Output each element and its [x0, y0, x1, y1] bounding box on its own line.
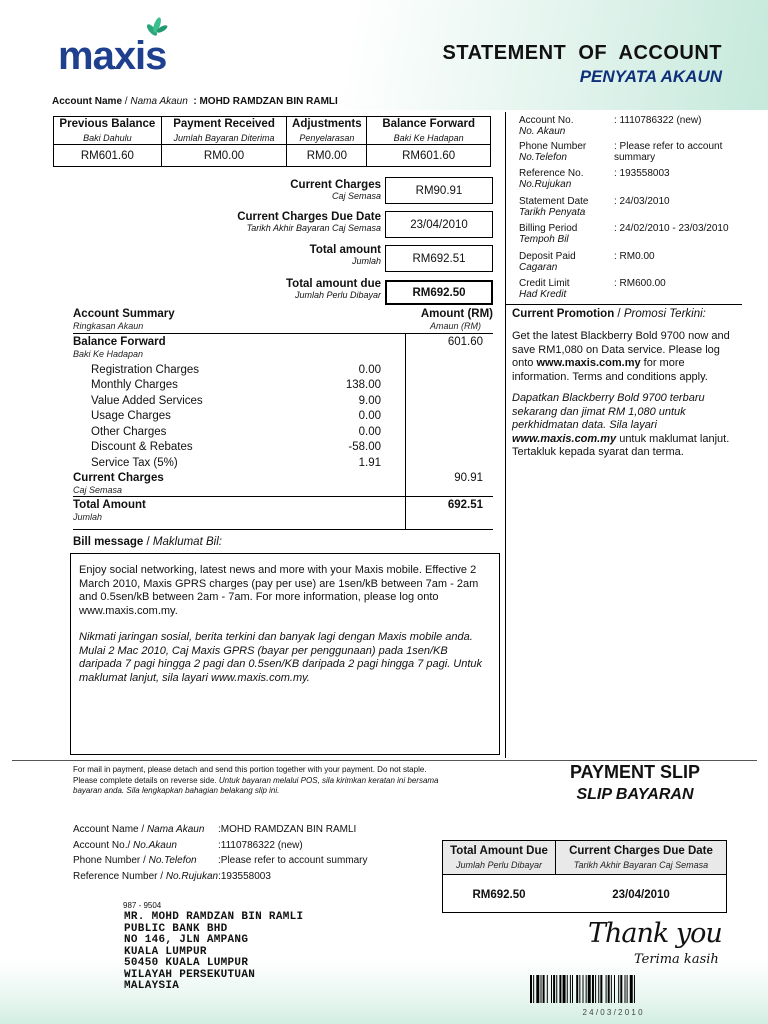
col-balance-forward-malay: Baki Ke Hadapan	[367, 132, 491, 145]
barcode-bar	[559, 975, 561, 1003]
barcode-bar	[583, 975, 584, 1003]
previous-balance-value: RM601.60	[54, 145, 162, 167]
thank-you-text-malay: Terima kasih	[634, 952, 719, 967]
slip-due-value: 23/04/2010	[612, 889, 670, 901]
barcode-bar	[547, 975, 548, 1003]
mail-code: 987 - 9504	[123, 901, 162, 910]
barcode-bar	[630, 975, 633, 1003]
account-name-line: Account Name / Nama Akaun : MOHD RAMDZAN BIN RAMLI	[52, 96, 338, 107]
slip-total-label-malay: Jumlah Perlu Dibayar	[455, 860, 543, 870]
account-name-value: : MOHD RAMDZAN BIN RAMLI	[193, 96, 338, 107]
account-name-label: Account Name	[52, 96, 123, 107]
barcode-bar	[553, 975, 555, 1003]
barcode-bar	[576, 975, 578, 1003]
slip-account-info: Account Name / Nama Akaun :MOHD RAMDZAN BIN RAMLI Account No./ No.Akaun :1110786322 (new) Phone Number / No.Telefon :Please refer to account summary Reference Number / No.Rujukan:193558003	[73, 824, 368, 882]
barcode-bar	[586, 975, 587, 1003]
balance-forward-value: RM601.60	[367, 145, 491, 167]
current-charges-label: Current Charges Caj Semasa	[290, 179, 381, 201]
summary-total-label-malay: Jumlah	[73, 512, 103, 522]
statement-title: STATEMENT OF ACCOUNT	[442, 42, 722, 64]
summary-item-label: Other Charges	[91, 426, 167, 438]
bill-message-english: Enjoy social networking, latest news and more with your Maxis mobile. Effective 2 March 2010, Maxis GPRS charges (pay per use) are 1sen/kB between 7am - 2am and 0.5sen/kB between 2am - 7am. For more information, please log onto www.maxis.com.my.	[79, 564, 479, 617]
slip-total-value: RM692.50	[472, 889, 526, 901]
summary-header: Account Summary	[73, 308, 175, 320]
maxis-logo: maxis	[58, 34, 167, 78]
summary-current-charges-label: Current Charges	[73, 472, 164, 484]
barcode-bar	[620, 975, 622, 1003]
summary-item-label: Value Added Services	[91, 395, 203, 407]
bill-message-title: Bill message / Maklumat Bil:	[73, 536, 222, 548]
col-payment-received-malay: Jumlah Bayaran Diterima	[161, 132, 287, 145]
summary-top-divider	[506, 304, 742, 305]
barcode-bar	[572, 975, 573, 1003]
detach-line	[12, 760, 757, 761]
statement-title-malay: PENYATA AKAUN	[579, 67, 722, 86]
adjustments-value: RM0.00	[287, 145, 367, 167]
summary-item-value: 1.91	[358, 457, 381, 469]
bill-message-box	[70, 553, 500, 755]
barcode-bar	[536, 975, 539, 1003]
summary-balance-forward-label-malay: Baki Ke Hadapan	[73, 349, 144, 359]
total-due-value: RM692.50	[385, 280, 493, 305]
col-adjustments-malay: Penyelarasan	[287, 132, 367, 145]
account-summary	[73, 308, 493, 530]
promotion-link[interactable]: www.maxis.com.my	[536, 357, 641, 369]
barcode-bar	[618, 975, 619, 1003]
promotion-title-malay: Promosi Terkini:	[623, 308, 706, 320]
barcode-bar	[570, 975, 571, 1003]
barcode-bar	[600, 975, 602, 1003]
col-previous-balance-malay: Baki Dahulu	[54, 132, 162, 145]
barcode-bar	[551, 975, 552, 1003]
summary-item-label: Service Tax (5%)	[91, 457, 178, 469]
summary-header-malay: Ringkasan Akaun	[73, 321, 144, 331]
summary-current-charges-label-malay: Caj Semasa	[73, 485, 123, 495]
due-date-value: 23/04/2010	[385, 211, 493, 238]
barcode-date: 2 4 / 0 3 / 2 0 1 0	[582, 1008, 643, 1017]
promotion-panel: Current Promotion / Promosi Terkini: Get the latest Blackberry Bold 9700 now and save RM1,080 on Data service. Please log onto www.maxis.com.my for more information. Terms and conditions apply. Dapatkan Blackberry Bold 9700 terbaru sekarang dan jimat RM 1,080 untuk perkhidmatan data. Sila layari www.maxis.com.my untuk maklumat lanjut. Tertakluk kepada syarat dan terma.	[512, 308, 740, 460]
promotion-link-malay[interactable]: www.maxis.com.my	[512, 432, 617, 445]
barcode-bar	[543, 975, 545, 1003]
summary-item-value: 0.00	[358, 410, 381, 422]
summary-balance-forward-value: 601.60	[447, 336, 483, 348]
maxis-star-icon	[144, 16, 168, 38]
slip-due-label-malay: Tarikh Akhir Bayaran Caj Semasa	[573, 860, 709, 870]
col-balance-forward: Balance Forward	[367, 117, 491, 132]
barcode-bar	[541, 975, 542, 1003]
summary-item-value: 138.00	[345, 379, 381, 391]
summary-item-label: Monthly Charges	[91, 379, 178, 391]
total-amount-value: RM692.51	[385, 245, 493, 272]
summary-item-value: 0.00	[358, 364, 381, 376]
payment-slip-title: PAYMENT SLIP	[569, 762, 701, 782]
total-due-label: Total amount due Jumlah Perlu Dibayar	[286, 278, 381, 300]
barcode-bar	[611, 975, 612, 1003]
barcode-bar	[606, 975, 607, 1003]
slip-totals-box	[442, 840, 727, 913]
payment-slip-title-malay: SLIP BAYARAN	[576, 786, 694, 803]
summary-item-value: 0.00	[358, 426, 381, 438]
mailing-address: MR. MOHD RAMDZAN BIN RAMLI PUBLIC BANK BHD NO 146, JLN AMPANG KUALA LUMPUR 50450 KUALA LUMPUR WILAYAH PERSEKUTUAN MALAYSIA	[124, 911, 304, 992]
main-vertical-divider	[505, 112, 506, 758]
summary-amount-header: Amount (RM)	[420, 308, 493, 320]
barcode-bar	[614, 975, 615, 1003]
summary-amount-divider	[405, 333, 406, 529]
barcode-bar	[579, 975, 580, 1003]
account-info: Account No. No. Akaun : 1110786322 (new) Phone Number No.Telefon : Please refer to account summary Reference No. No.Rujukan : 193558003 Statement Date Tarikh Penyata : 24/03/2010 Billing Period Tempoh Bil : 24/02/2010 - 23/03/2010 Deposit Paid Cagaran : RM0.00 Credit Limit Had Kredit : RM600.00	[519, 115, 729, 300]
summary-header-divider	[73, 333, 493, 334]
account-name-label-malay: Nama Akaun	[130, 96, 188, 107]
balance-table	[53, 116, 491, 167]
barcode-bar	[634, 975, 635, 1003]
summary-amount-header-malay: Amaun (RM)	[429, 321, 481, 331]
summary-balance-forward-label: Balance Forward	[73, 336, 166, 348]
summary-total-divider	[73, 496, 493, 497]
slip-total-label: Total Amount Due	[450, 845, 548, 857]
barcode-bar	[625, 975, 626, 1003]
summary-total-value: 692.51	[447, 499, 483, 511]
summary-item-value: 9.00	[358, 395, 381, 407]
barcode-bar	[608, 975, 610, 1003]
barcode-bar	[592, 975, 594, 1003]
summary-item-value: -58.00	[348, 441, 381, 453]
barcode-bar	[563, 975, 566, 1003]
slip-note: For mail in payment, please detach and send this portion together with your payment. Do not staple. Please complete details on reverse side. Untuk bayaran melalui POS, sila kirimkan keratan ini bersama bayaran anda. Sila lengkapkan bahagian belakang slip ini.	[73, 765, 439, 795]
barcode-bar	[533, 975, 534, 1003]
current-charges-value: RM90.91	[385, 177, 493, 204]
summary-item-label: Usage Charges	[91, 410, 171, 422]
payment-received-value: RM0.00	[161, 145, 287, 167]
promotion-text-malay: Dapatkan Blackberry Bold 9700 terbaru sekarang dan jimat RM 1,080 untuk perkhidmatan data. Sila layari www.maxis.com.my untuk maklumat lanjut. Tertakluk kepada syarat dan terma.	[512, 392, 730, 458]
barcode-bar	[567, 975, 568, 1003]
col-payment-received: Payment Received	[161, 117, 287, 132]
barcode	[530, 975, 695, 1003]
summary-current-charges-value: 90.91	[454, 472, 483, 484]
summary-item-label: Discount & Rebates	[91, 441, 193, 453]
total-amount-label: Total amount Jumlah	[309, 244, 381, 266]
promotion-text-english: Get the latest Blackberry Bold 9700 now and save RM1,080 on Data service. Please log onto www.maxis.com.my for more information. Terms and conditions apply.	[512, 330, 730, 383]
col-previous-balance: Previous Balance	[54, 117, 162, 132]
barcode-bar	[588, 975, 591, 1003]
barcode-bar	[530, 975, 532, 1003]
barcode-bar	[595, 975, 596, 1003]
summary-item-label: Registration Charges	[91, 364, 200, 376]
barcode-bar	[598, 975, 599, 1003]
slip-due-label: Current Charges Due Date	[569, 845, 713, 857]
summary-total-label: Total Amount	[73, 499, 146, 511]
due-date-label: Current Charges Due Date Tarikh Akhir Bayaran Caj Semasa	[237, 211, 381, 233]
promotion-title: Current Promotion	[512, 308, 615, 320]
barcode-bar	[556, 975, 557, 1003]
barcode-bar	[627, 975, 628, 1003]
bill-message-malay: Nikmati jaringan sosial, berita terkini dan banyak lagi dengan Maxis mobile anda. Mulai 2 Mac 2010, Caj Maxis GPRS (bayar per penggunaan) pada 1sen/KB daripada 7 pagi hingga 2 pagi dan 0.5sen/KB daripada 2 pagi hingga 7 pagi. Untuk maklumat lanjut, sila layari www.maxis.com.my.	[79, 631, 483, 684]
col-adjustments: Adjustments	[287, 117, 367, 132]
thank-you-text: Thank you	[588, 918, 722, 949]
summary-bottom-divider	[73, 529, 493, 530]
